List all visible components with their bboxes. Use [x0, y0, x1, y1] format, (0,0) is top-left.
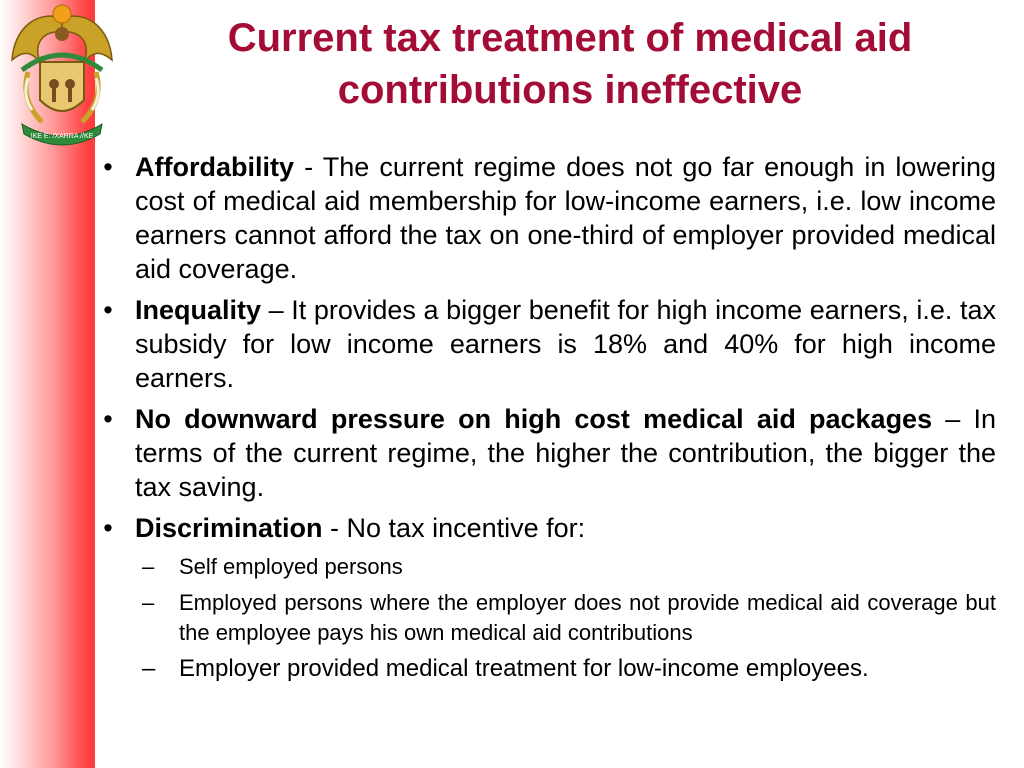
bullet-discrimination	[98, 511, 996, 545]
sub-bullet-text: Self employed persons	[179, 554, 403, 579]
bullet-inequality	[98, 293, 996, 395]
bullet-affordability	[98, 150, 996, 286]
bullet-no-downward-pressure	[98, 402, 996, 504]
sub-bullet-text: Employer provided medical treatment for low-income employees.	[179, 655, 869, 682]
bullet-glyph: •	[103, 152, 113, 182]
bullet-term: No downward pressure on high cost medical aid packages	[135, 404, 933, 434]
bullet-text: - The current regime does not go far enough in lowering cost of medical aid membership for low-income earners, i.e. low income earners cannot afford the tax on one-third of employer provided medical aid coverage.	[135, 152, 996, 284]
dash-glyph: –	[142, 590, 155, 615]
bullet-glyph: •	[103, 404, 113, 434]
coat-motto-text: !KE E: /XARRA //KE	[30, 133, 94, 140]
slide-title	[150, 12, 990, 116]
bullet-text: - No tax incentive for:	[322, 513, 586, 543]
slide-title-line-1: Current tax treatment of medical aid	[227, 16, 913, 60]
bullet-text: – It provides a bigger benefit for high income earners, i.e. tax subsidy for low income earners is 18% and 40% for high income earners.	[135, 295, 996, 393]
coat-of-arms-icon	[2, 0, 122, 150]
bullet-term: Discrimination	[135, 513, 323, 543]
sub-bullet-employed-persons	[98, 588, 996, 648]
bullet-term: Inequality	[135, 295, 262, 325]
bullet-text: – In terms of the current regime, the higher the contribution, the bigger the tax saving.	[135, 404, 996, 502]
bullet-term: Affordability	[135, 152, 294, 182]
bullet-glyph: •	[103, 513, 113, 543]
sub-bullet-text: Employed persons where the employer does not provide medical aid coverage but the employee pays his own medical aid contributions	[179, 590, 996, 645]
sub-bullet-employer-provided	[98, 654, 996, 684]
dash-glyph: –	[142, 554, 155, 579]
slide-title-line-2: contributions ineffective	[337, 68, 803, 112]
slide-content	[98, 150, 996, 690]
dash-glyph: –	[142, 655, 156, 682]
sub-bullet-self-employed	[98, 552, 996, 582]
bullet-glyph: •	[103, 295, 113, 325]
